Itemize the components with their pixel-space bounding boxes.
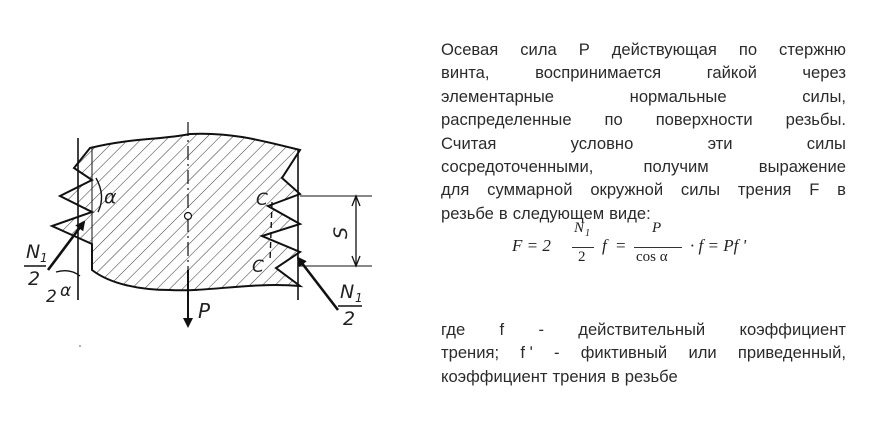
text-line	[441, 132, 846, 155]
word: суммарной	[487, 180, 573, 200]
word: силы,	[802, 86, 846, 106]
right-force-label-den: 2	[343, 308, 356, 330]
word: распределенные	[441, 110, 572, 130]
word: в	[610, 366, 620, 386]
word: коэффициент	[739, 320, 846, 339]
word: окружной	[590, 180, 664, 200]
text-line	[441, 341, 846, 364]
formula-eq2: =	[616, 236, 626, 255]
word: следующем	[512, 203, 605, 223]
word: f	[499, 320, 505, 339]
word: поверхности	[655, 110, 753, 130]
word: гайкой	[706, 63, 757, 83]
word: -	[538, 320, 544, 339]
word: приведенный,	[737, 343, 846, 363]
word: для	[441, 180, 470, 200]
word: получим	[643, 157, 709, 177]
formula-f1: f	[602, 236, 607, 255]
word: в	[837, 180, 846, 200]
word: резьбе	[624, 366, 678, 386]
two-alpha-label-2: 2	[46, 287, 57, 307]
axial-force-label: P	[198, 299, 211, 323]
right-force-label-sub: 1	[355, 291, 363, 305]
formula-frac1-num: N	[574, 220, 585, 236]
right-force-label-n: N	[340, 281, 355, 303]
text-line	[441, 365, 846, 388]
word: винта,	[441, 63, 490, 83]
word: стержню	[779, 40, 846, 59]
word: выражение	[758, 157, 846, 177]
formula-lhs: F = 2	[512, 236, 551, 255]
word: условно	[570, 133, 634, 153]
formula-frac1-bar	[572, 247, 594, 248]
word: по	[738, 40, 758, 59]
word: F	[809, 180, 820, 200]
word: трения	[737, 180, 792, 200]
formula-rest: · f = Pf ʹ	[690, 236, 747, 255]
word: P	[578, 40, 590, 59]
two-alpha-label-alpha: α	[60, 281, 72, 301]
word: действительный	[578, 320, 706, 339]
word: где	[441, 320, 466, 339]
word: через	[802, 63, 846, 83]
word: f ʹ	[520, 343, 533, 363]
word: сила	[520, 40, 557, 59]
word: сосредоточенными,	[441, 157, 594, 177]
friction-formula	[512, 220, 812, 272]
pitch-label: S	[330, 226, 352, 239]
word: силы	[806, 133, 846, 153]
word: нормальные	[629, 86, 727, 106]
word: или	[688, 343, 717, 363]
formula-frac1-den: 2	[578, 249, 586, 265]
definition-paragraph	[441, 318, 846, 388]
contact-point-bottom: C	[252, 257, 264, 277]
stray-dot	[79, 345, 81, 347]
text-line	[441, 318, 846, 341]
alpha-label: α	[104, 186, 117, 208]
word: в	[498, 203, 508, 223]
text-line	[441, 155, 846, 178]
word: коэффициент	[441, 366, 548, 386]
word: резьбы.	[785, 110, 846, 130]
word: фиктивный	[580, 343, 668, 363]
word: по	[604, 110, 623, 130]
left-force-label-n: N	[26, 241, 41, 263]
word: -	[553, 343, 560, 363]
text-line	[441, 178, 846, 201]
thread-diagram	[0, 0, 430, 444]
description-paragraph	[441, 38, 846, 225]
text-line	[441, 108, 846, 131]
word: трения	[552, 366, 606, 386]
text-line	[441, 38, 846, 61]
text-line	[441, 85, 846, 108]
left-force-label-sub: 1	[40, 251, 48, 265]
word: воспринимается	[535, 63, 662, 83]
word: виде:	[609, 203, 651, 223]
word: Считая	[441, 133, 497, 153]
text-line	[441, 202, 846, 225]
word: эти	[707, 133, 733, 153]
word: Осевая	[441, 40, 499, 59]
formula-frac1-sub: 1	[585, 228, 590, 239]
word: трения;	[441, 343, 500, 363]
axis-center-mark	[185, 213, 192, 220]
formula-frac2-den: cos α	[636, 249, 668, 265]
contact-point-top: C	[256, 190, 268, 210]
word: резьбе	[441, 203, 494, 223]
word: элементарные	[441, 86, 555, 106]
word: действующая	[611, 40, 717, 59]
text-line	[441, 61, 846, 84]
two-alpha-arc	[56, 271, 80, 276]
word: силы	[680, 180, 721, 200]
left-force-label-den: 2	[28, 268, 41, 290]
formula-frac2-bar	[634, 247, 682, 248]
formula-frac2-num: P	[652, 220, 662, 236]
